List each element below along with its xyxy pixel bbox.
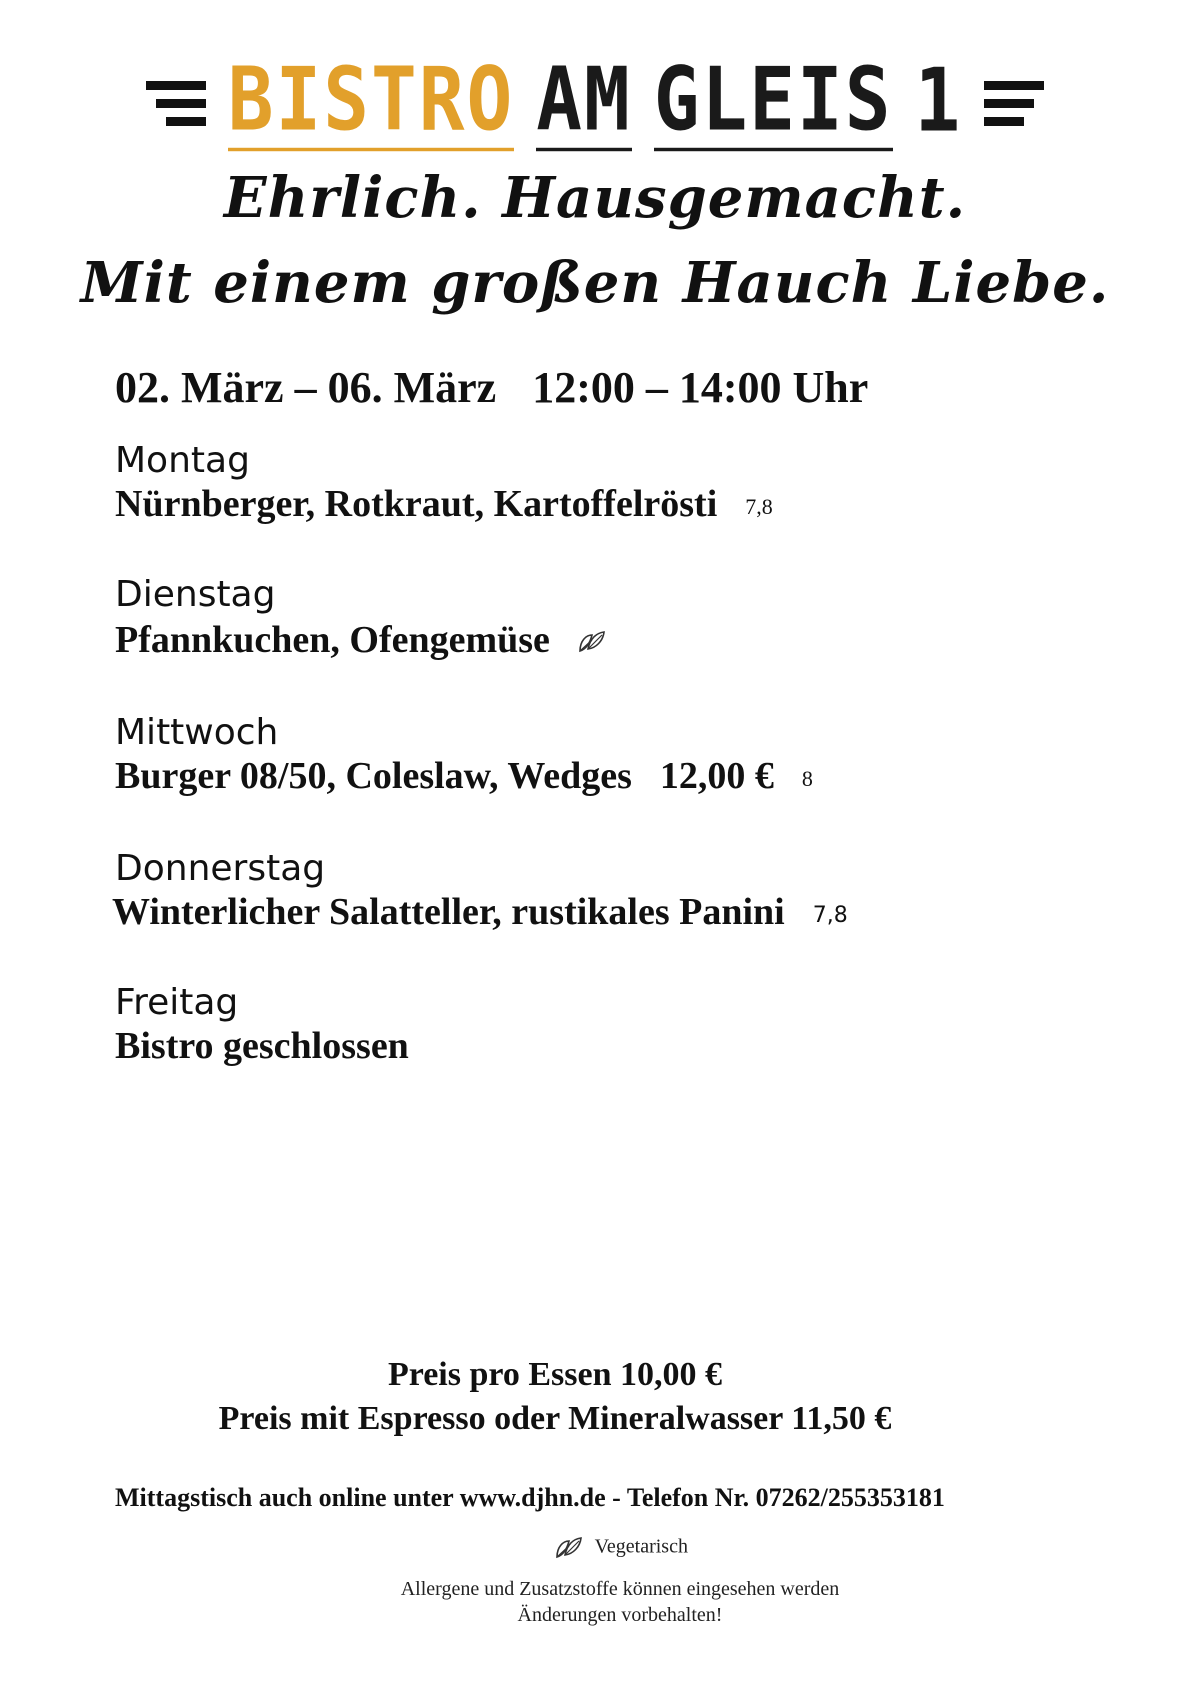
meal-text: Winterlicher Salatteller, rustikales Panini [112,891,785,933]
legend-label: Vegetarisch [594,1535,688,1558]
meal-dienstag [115,618,606,665]
slogan-line-1: Ehrlich. Hausgemacht. [223,165,967,231]
legend-vegetarian [0,1535,1190,1561]
day-label-montag: Montag [115,440,250,481]
contact-line: Mittagstisch auch online unter www.djhn.de - Telefon Nr. 07262/255353181 [115,1483,945,1512]
changes-note: Änderungen vorbehalten! [517,1604,723,1626]
allergen-note: Allergene und Zusatzstoffe können eingesehen werden [400,1578,840,1600]
price-with-drink: Preis mit Espresso oder Mineralwasser 11,50 € [218,1400,892,1437]
date-range-hours: 12:00 – 14:00 Uhr [532,363,869,412]
meal-donnerstag [112,890,848,934]
slogan-line-2: Mit einem großen Hauch Liebe. [80,250,1110,316]
leaf-icon [576,621,606,665]
meal-text: Bistro geschlossen [115,1025,409,1067]
day-label-dienstag: Dienstag [115,574,276,615]
logo-word-gleis: GLEIS [653,47,893,150]
meal-text: Pfannkuchen, Ofengemüse [115,619,550,661]
day-label-freitag: Freitag [115,982,239,1023]
meal-text: Nürnberger, Rotkraut, Kartoffelrösti [115,483,718,525]
logo-word-number: 1 [914,48,963,152]
date-range [115,362,868,413]
logo-word-bistro: BISTRO [227,47,515,150]
meal-text: Burger 08/50, Coleslaw, Wedges [115,755,632,797]
day-label-mittwoch: Mittwoch [115,712,279,753]
date-range-dates: 02. März – 06. März [115,363,497,412]
meal-mittwoch [115,754,813,798]
meal-price: 12,00 € [659,755,774,797]
logo [0,47,1190,152]
price-per-meal: Preis pro Essen 10,00 € [387,1356,723,1393]
logo-stripes-left [146,81,206,126]
logo-stripes-right [984,81,1044,126]
day-label-donnerstag: Donnerstag [115,848,326,889]
allergen-codes: 7,8 [745,494,773,520]
logo-word-am: AM [536,47,632,150]
leaf-icon [552,1536,595,1558]
meal-freitag [115,1024,409,1068]
allergen-codes: 7,8 [812,902,848,928]
allergen-codes: 8 [801,766,813,792]
meal-montag [115,482,773,526]
